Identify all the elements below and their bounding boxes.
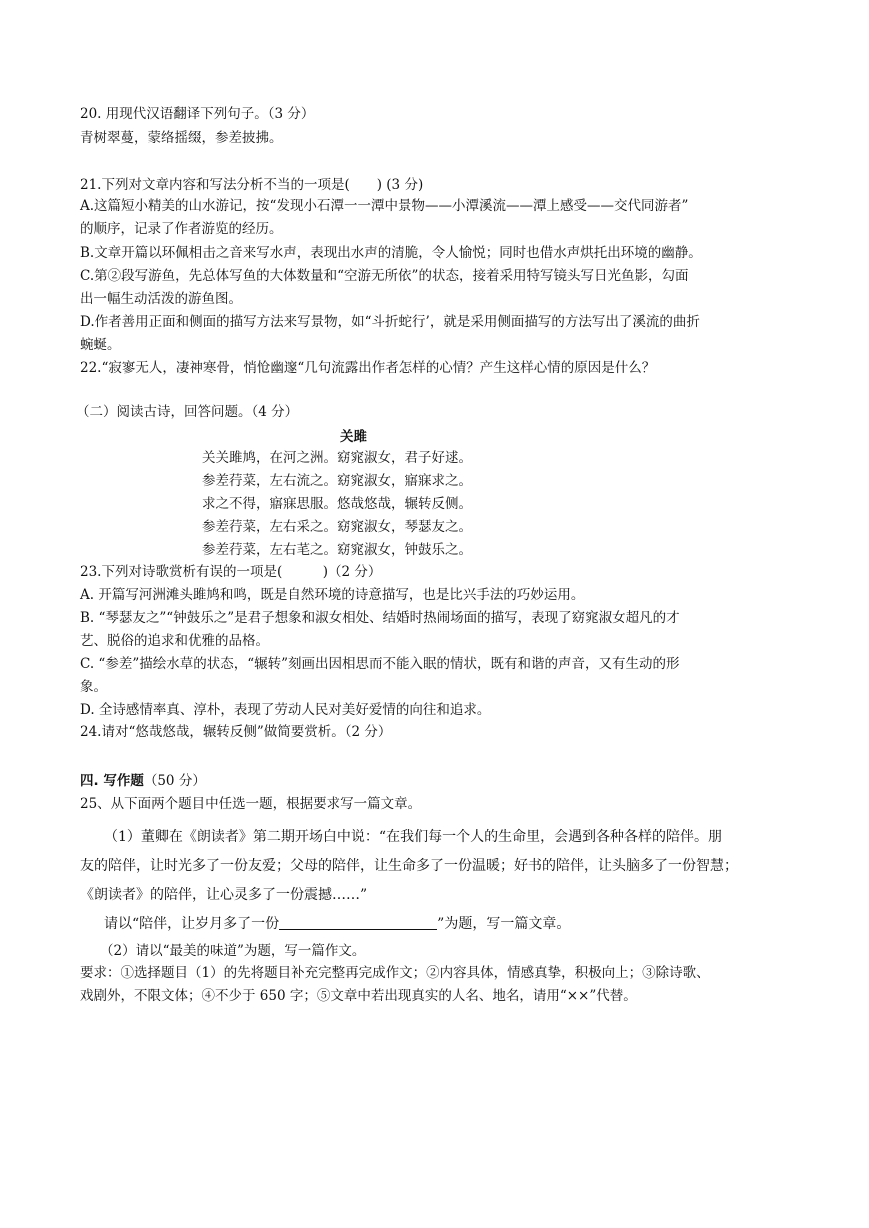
q21-line: 出一幅生动活泼的游鱼图。 — [80, 291, 242, 307]
prompt1-line: 友的陪伴，让时光多了一份友爱；父母的陪伴，让生命多了一份温暖；好书的陪伴，让头脑多了一份智慧； — [80, 858, 738, 874]
poem-line: 参差荇菜，左右采之。窈窕淑女，琴瑟友之。 — [202, 519, 472, 535]
section4-heading — [80, 771, 206, 791]
prompt1-title-after: ”为题，写一篇文章。 — [437, 916, 571, 932]
poem-line: 参差荇菜，左右流之。窈窕淑女，寤寐求之。 — [202, 473, 472, 489]
q21-line: 的顺序，记录了作者游览的经历。 — [80, 221, 283, 237]
section4-heading-score: （50 分） — [143, 773, 206, 789]
q25-title: 25、从下面两个题目中任选一题，根据要求写一篇文章。 — [80, 796, 422, 812]
prompt1-title — [104, 914, 570, 934]
q21-line: C.第②段写游鱼，先总体写鱼的大体数量和“空游无所依”的状态，接着采用特写镜头写日光鱼影，勾面 — [80, 268, 689, 284]
q20-sentence: 青树翠蔓，蒙络摇缀，参差披拂。 — [80, 130, 283, 146]
poem-section-heading: （二）阅读古诗，回答问题。（4 分） — [76, 404, 299, 420]
poem-line: 参差荇菜，左右芼之。窈窕淑女，钟鼓乐之。 — [202, 542, 472, 558]
prompt1-title-before: 请以“陪伴，让岁月多了一份 — [104, 916, 280, 932]
prompt2: （2）请以“最美的味道”为题，写一篇作文。 — [100, 943, 366, 959]
q24-title: 24.请对“悠哉悠哉，辗转反侧”做简要赏析。（2 分） — [80, 724, 392, 740]
q21-title: 21.下列对文章内容和写法分析不当的一项是( ) (3 分) — [80, 177, 424, 193]
q23-title: 23.下列对诗歌赏析有误的一项是( )（2 分） — [80, 564, 382, 580]
q21-line: 蜿蜒。 — [80, 337, 121, 353]
poem-line: 求之不得，寤寐思服。悠哉悠哉，辗转反侧。 — [202, 496, 472, 512]
q21-line: A.这篇短小精美的山水游记，按“发现小石潭一一潭中景物——小潭溪流——潭上感受——交代同游者” — [80, 198, 689, 214]
q23-line: D. 全诗感情率真、淳朴，表现了劳动人民对美好爱情的向往和追求。 — [80, 702, 491, 718]
requirements-line: 要求：①选择题目（1）的先将题目补充完整再完成作文；②内容具体，情感真挚，积极向上；③除诗歌、 — [80, 965, 710, 981]
q22-title: 22.“寂寥无人，凄神寒骨，悄怆幽邃“几句流露出作者怎样的心情？产生这样心情的原因是什么？ — [80, 360, 656, 376]
q21-line: D.作者善用正面和侧面的描写方法来写景物，如“斗折蛇行’，就是采用侧面描写的方法写出了溪流的曲折 — [80, 314, 700, 330]
q23-line: C. “参差”描绘水草的状态，“辗转”刻画出因相思而不能入眠的情状，既有和谐的声音，又有生动的形 — [80, 656, 680, 672]
q23-line: 艺、脱俗的追求和优雅的品格。 — [80, 633, 269, 649]
prompt1-line: （1）董卿在《朗读者》第二期开场白中说：“在我们每一个人的生命里，会遇到各种各样的陪伴。朋 — [104, 829, 723, 845]
prompt1-line: 《朗读者》的陪伴，让心灵多了一份震撼……” — [80, 887, 368, 903]
q23-line: B. “琴瑟友之”“钟鼓乐之”是君子想象和淑女相处、结婚时热闹场面的描写，表现了窈窕淑女超凡的才 — [80, 610, 680, 626]
requirements-line: 戏剧外，不限文体；④不少于 650 字；⑤文章中若出现真实的人名、地名，请用“××”代替。 — [80, 988, 637, 1004]
q23-line: 象。 — [80, 679, 107, 695]
poem-line: 关关雎鸠，在河之洲。窈窕淑女，君子好逑。 — [202, 450, 472, 466]
section4-heading-label: 四. 写作题 — [80, 773, 144, 789]
q23-line: A. 开篇写河洲滩头雎鸠和鸣，既是自然环境的诗意描写，也是比兴手法的巧妙运用。 — [80, 587, 585, 603]
poem-title: 关雎 — [340, 429, 367, 445]
title-fill-blank — [279, 915, 437, 930]
q20-title: 20. 用现代汉语翻译下列句子。（3 分） — [80, 106, 315, 122]
q21-line: B.文章开篇以环佩相击之音来写水声，表现出水声的清脆，令人愉悦；同时也借水声烘托出环境的幽静。 — [80, 245, 702, 261]
